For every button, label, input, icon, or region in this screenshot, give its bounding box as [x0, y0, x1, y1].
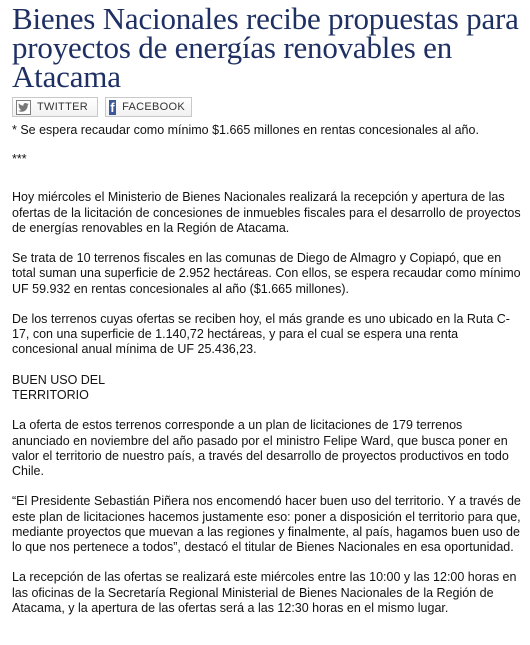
article-quote: “El Presidente Sebastián Piñera nos encomendó hacer buen uso del territorio. Y a través de este plan de licitaciones hacemos justamente eso: poner a disposición el territorio para que, mediante proyectos que muevan a las regiones y finalmente, al país, hagamos buen uso de lo que nos pertenece a todos”, destacó el titular de Bienes Nacionales en esa oportunidad.: [12, 494, 521, 554]
article-paragraph: Hoy miércoles el Ministerio de Bienes Nacionales realizará la recepción y apertura de las ofertas de la licitación de concesiones de inmuebles fiscales para el desarrollo de proyectos de energías renovables en la Región de Atacama.: [12, 190, 521, 235]
facebook-share-button[interactable]: [105, 97, 192, 117]
article-paragraph: La recepción de las ofertas se realizará este miércoles entre las 10:00 y las 12:00 horas en las oficinas de la Secretaría Regional Ministerial de Bienes Nacionales de la Región de Atacama, y la apertura de las ofertas será a las 12:30 horas en el mismo lugar.: [12, 570, 517, 615]
article-headline: Bienes Nacionales recibe propuestas para proyectos de energías renovables en Atacama: [12, 1, 519, 94]
separator: ***: [12, 152, 27, 167]
twitter-share-label: TWITTER: [37, 101, 88, 113]
article-paragraph: La oferta de estos terrenos corresponde a un plan de licitaciones de 179 terrenos anunciado en noviembre del año pasado por el ministro Felipe Ward, que busca poner en valor el territorio de nuestro país, a través del desarrollo de proyectos productivos en todo Chile.: [12, 418, 509, 478]
article-paragraph: Se trata de 10 terrenos fiscales en las comunas de Diego de Almagro y Copiapó, que en total suman una superficie de 2.952 hectáreas. Con ellos, se espera recaudar como mínimo UF 59.932 en rentas concesionales al año ($1.665 millones).: [12, 251, 521, 296]
share-bar: [12, 97, 522, 117]
twitter-icon: [16, 100, 31, 115]
article-summary: * Se espera recaudar como mínimo $1.665 millones en rentas concesionales al año.: [12, 123, 479, 137]
section-heading: BUEN USO DEL TERRITORIO: [12, 372, 105, 402]
twitter-share-button[interactable]: [12, 97, 98, 117]
facebook-icon: f: [110, 99, 115, 115]
article-paragraph: De los terrenos cuyas ofertas se reciben hoy, el más grande es uno ubicado en la Ruta C-17, con una superficie de 1.140,72 hectáreas, y para el cual se espera una renta concesional anual mínima de UF 25.436,23.: [12, 312, 510, 357]
facebook-share-label: FACEBOOK: [122, 101, 185, 113]
